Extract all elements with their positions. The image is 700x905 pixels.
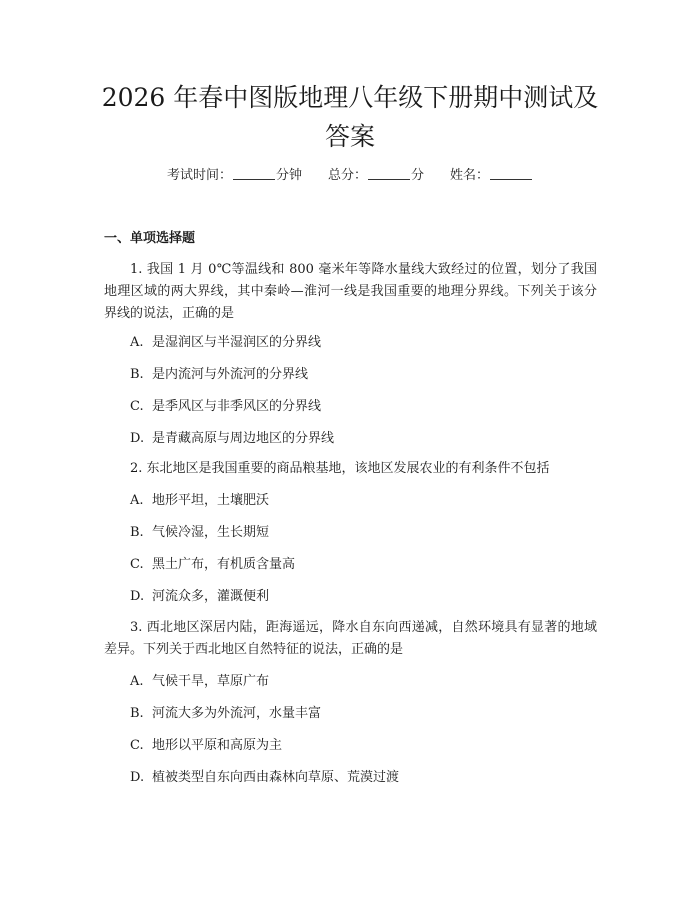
option-text: 气候冷湿，生长期短 <box>152 525 270 540</box>
option-letter: A. <box>130 335 144 350</box>
name-blank <box>490 167 532 180</box>
question-1-option-d <box>130 430 334 448</box>
option-letter: B. <box>130 706 144 721</box>
question-2-option-c <box>130 556 295 574</box>
option-text: 是湿润区与半湿润区的分界线 <box>152 335 322 350</box>
option-text: 是内流河与外流河的分界线 <box>152 367 309 382</box>
question-2-option-d <box>130 588 269 606</box>
option-text: 黑土广布，有机质含量高 <box>152 557 296 572</box>
section-heading: 一、单项选择题 <box>104 231 196 246</box>
option-text: 是季风区与非季风区的分界线 <box>152 399 322 414</box>
exam-title-line-2: 答案 <box>324 122 375 151</box>
score-blank <box>368 167 410 180</box>
question-3-option-c <box>130 737 282 755</box>
question-2-option-a <box>130 492 269 510</box>
question-3-option-d <box>130 769 399 787</box>
option-letter: D. <box>130 770 145 785</box>
score-unit: 分 <box>411 168 425 183</box>
exam-title <box>90 78 610 156</box>
question-3-option-b <box>130 705 321 723</box>
option-letter: C. <box>130 557 144 572</box>
question-2-stem: 2. 东北地区是我国重要的商品粮基地，该地区发展农业的有利条件不包括 <box>130 461 550 476</box>
question-1-option-c <box>130 398 321 416</box>
option-text: 气候干旱，草原广布 <box>152 674 270 689</box>
time-unit: 分钟 <box>275 168 302 183</box>
option-letter: B. <box>130 367 144 382</box>
exam-info-line <box>0 166 700 186</box>
option-letter: B. <box>130 525 144 540</box>
question-1-stem: 1. 我国 1 月 0℃等温线和 800 毫米年等降水量线大致经过的位置，划分了我国地理区域的两大界线，其中秦岭—淮河一线是我国重要的地理分界线。下列关于该分界线的说法，正确的是 <box>104 262 597 321</box>
option-letter: D. <box>130 431 145 446</box>
question-1-option-a <box>130 334 321 352</box>
score-label: 总分： <box>327 168 367 183</box>
option-text: 植被类型自东向西由森林向草原、荒漠过渡 <box>152 770 400 785</box>
option-text: 河流众多，灌溉便利 <box>152 589 270 604</box>
time-label: 考试时间： <box>166 168 232 183</box>
option-letter: D. <box>130 589 145 604</box>
option-letter: A. <box>130 493 144 508</box>
question-1-option-b <box>130 366 308 384</box>
name-label: 姓名： <box>450 168 490 183</box>
time-blank <box>233 167 275 180</box>
option-text: 河流大多为外流河，水量丰富 <box>152 706 322 721</box>
option-text: 地形平坦，土壤肥沃 <box>152 493 270 508</box>
question-3-stem: 3. 西北地区深居内陆，距海遥远，降水自东向西递减，自然环境具有显著的地域差异。下列关于西北地区自然特征的说法，正确的是 <box>104 620 597 657</box>
option-text: 是青藏高原与周边地区的分界线 <box>152 431 335 446</box>
question-2-option-b <box>130 524 269 542</box>
option-letter: A. <box>130 674 144 689</box>
option-letter: C. <box>130 399 144 414</box>
question-3-option-a <box>130 673 269 691</box>
option-text: 地形以平原和高原为主 <box>152 738 283 753</box>
option-letter: C. <box>130 738 144 753</box>
exam-title-line-1: 2026 年春中图版地理八年级下册期中测试及 <box>101 83 599 112</box>
